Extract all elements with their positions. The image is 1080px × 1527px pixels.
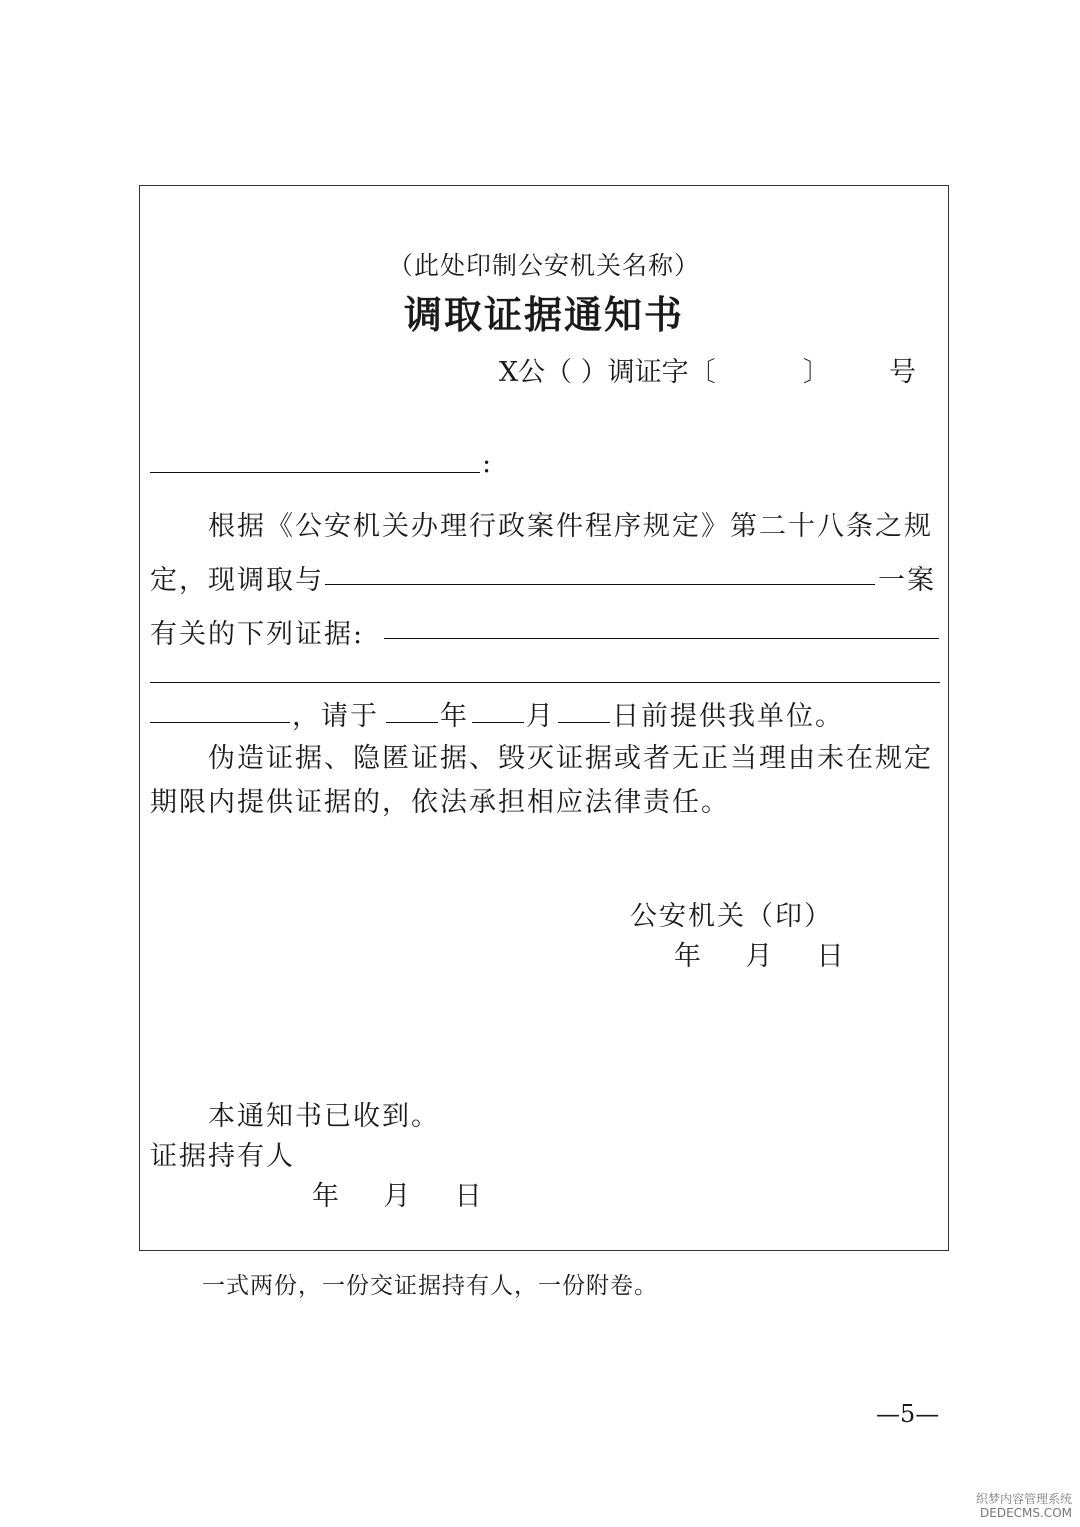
receipt-confirmation: 本通知书已收到。 — [208, 1101, 440, 1132]
doc-number-bracket-close: 〕 — [802, 357, 830, 388]
document-title: 调取证据通知书 — [403, 293, 684, 337]
deadline-year-label: 年 — [440, 701, 469, 732]
page-number: —5— — [876, 1400, 940, 1428]
evidence-holder-label: 证据持有人 — [150, 1141, 295, 1172]
watermark-line-2: DEDECMS.COM — [980, 1506, 1072, 1521]
deadline-please-text: ，请于 — [292, 701, 379, 732]
notice-form-frame — [139, 185, 949, 1251]
copies-note: 一式两份，一份交证据持有人，一份附卷。 — [202, 1273, 658, 1299]
receipt-date: 年 月 日 — [312, 1181, 484, 1212]
deadline-day-text: 日前提供我单位。 — [612, 701, 844, 732]
deadline-day-blank[interactable] — [558, 722, 610, 723]
watermark-line-1: 织梦内容管理系统 — [975, 1492, 1072, 1507]
paragraph-1-line-2-end: 一案 — [878, 565, 936, 596]
agency-name-placeholder: （此处印制公安机关名称） — [387, 251, 700, 280]
case-name-blank-line[interactable] — [325, 584, 875, 585]
recipient-colon: : — [482, 448, 494, 479]
issuer-seal: 公安机关（印） — [630, 901, 833, 932]
deadline-month-blank[interactable] — [472, 722, 524, 723]
watermark — [976, 1493, 1072, 1521]
recipient-blank-line[interactable] — [150, 472, 480, 473]
paragraph-2-line-2: 期限内提供证据的，依法承担相应法律责任。 — [150, 787, 730, 818]
evidence-list-blank-line-2[interactable] — [150, 682, 940, 683]
document-number — [499, 350, 916, 389]
issue-date: 年 月 日 — [674, 941, 846, 972]
evidence-list-blank-line-3[interactable] — [150, 722, 290, 723]
paragraph-1-line-1: 根据《公安机关办理行政案件程序规定》第二十八条之规 — [208, 511, 933, 542]
paragraph-2-line-1: 伪造证据、隐匿证据、毁灭证据或者无正当理由未在规定 — [208, 743, 933, 774]
evidence-list-blank-line-1[interactable] — [384, 638, 939, 639]
deadline-year-blank[interactable] — [386, 722, 438, 723]
deadline-month-label: 月 — [526, 701, 555, 732]
doc-number-prefix: X公（ ）调证字〔 — [498, 357, 716, 388]
paragraph-1-line-2-start: 定，现调取与 — [150, 565, 324, 596]
paragraph-1-line-3-start: 有关的下列证据: — [150, 619, 365, 650]
doc-number-suffix: 号 — [889, 357, 916, 388]
